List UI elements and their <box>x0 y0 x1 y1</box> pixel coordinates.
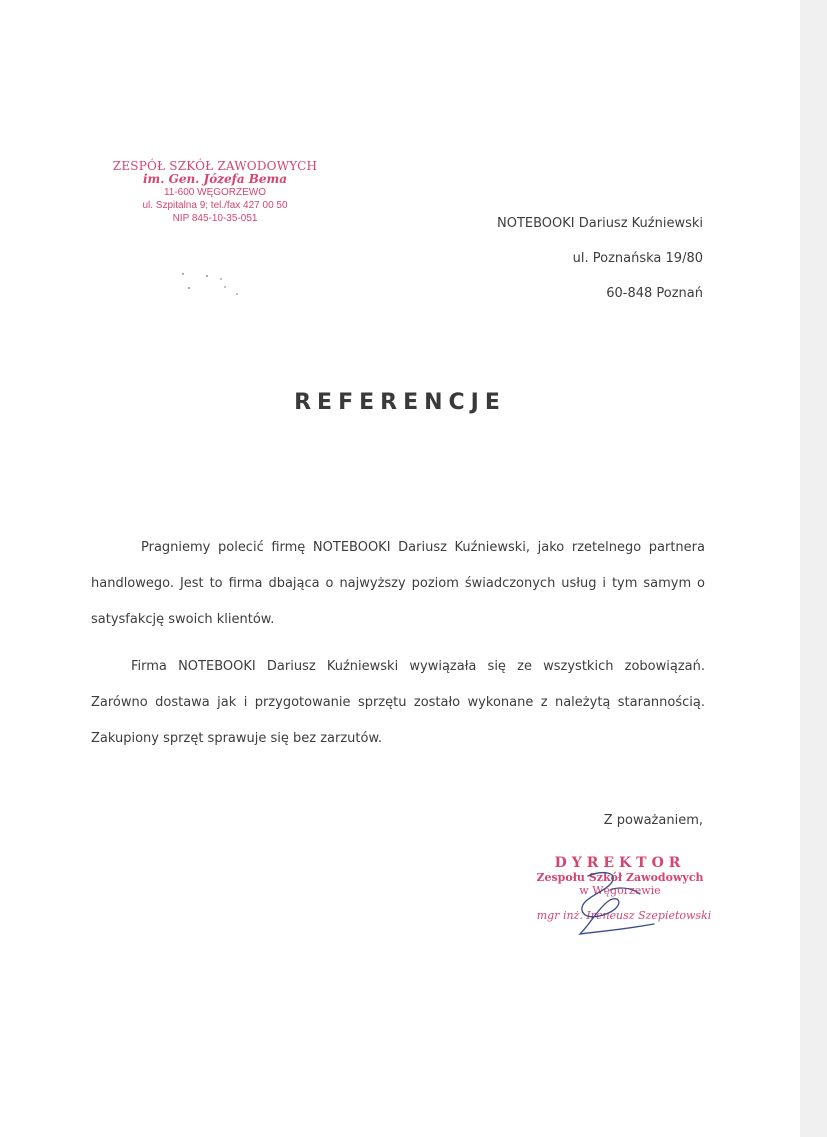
document-title: REFERENCJE <box>294 390 506 415</box>
recipient-city: 60-848 Poznań <box>606 286 703 301</box>
director-stamp-school: Zespołu Szkół Zawodowych <box>536 871 704 884</box>
school-stamp-patron: im. Gen. Józefa Bema <box>142 172 288 186</box>
school-stamp-name: ZESPÓŁ SZKÓŁ ZAWODOWYCH <box>112 159 318 173</box>
school-stamp-postal: 11-600 WĘGORZEWO <box>163 187 267 198</box>
school-stamp-nip: NIP 845-10-35-051 <box>172 213 258 224</box>
recipient-street: ul. Poznańska 19/80 <box>572 251 703 266</box>
director-stamp-person: mgr inż. Ireneusz Szepietowski <box>536 909 712 922</box>
handwritten-signature <box>560 868 670 943</box>
recipient-name: NOTEBOOKI Dariusz Kuźniewski <box>497 216 703 231</box>
recipient-address <box>497 216 703 321</box>
school-stamp <box>110 160 320 225</box>
director-stamp-title: DYREKTOR <box>554 855 686 871</box>
school-stamp-address: ul. Szpitalna 9; tel./fax 427 00 50 <box>142 200 288 211</box>
scan-specks <box>175 268 255 303</box>
director-stamp-town: w Węgorzewie <box>579 884 661 897</box>
closing-line: Z poważaniem, <box>603 813 703 828</box>
scan-edge <box>800 0 827 1137</box>
body-paragraph-2: Firma NOTEBOOKI Dariusz Kuźniewski wywiązała się ze wszystkich zobowiązań. Zarówno dostawa jak i przygotowanie sprzętu zostało wykonane z należytą starannością. Zakupiony sprzęt sprawuje się bez zarzutów. <box>91 659 705 746</box>
body-paragraph-1: Pragniemy polecić firmę NOTEBOOKI Dariusz Kuźniewski, jako rzetelnego partnera handlowego. Jest to firma dbająca o najwyższy poziom świadczonych usług i tym samym o satysfakcję swoich klientów. <box>91 540 705 627</box>
